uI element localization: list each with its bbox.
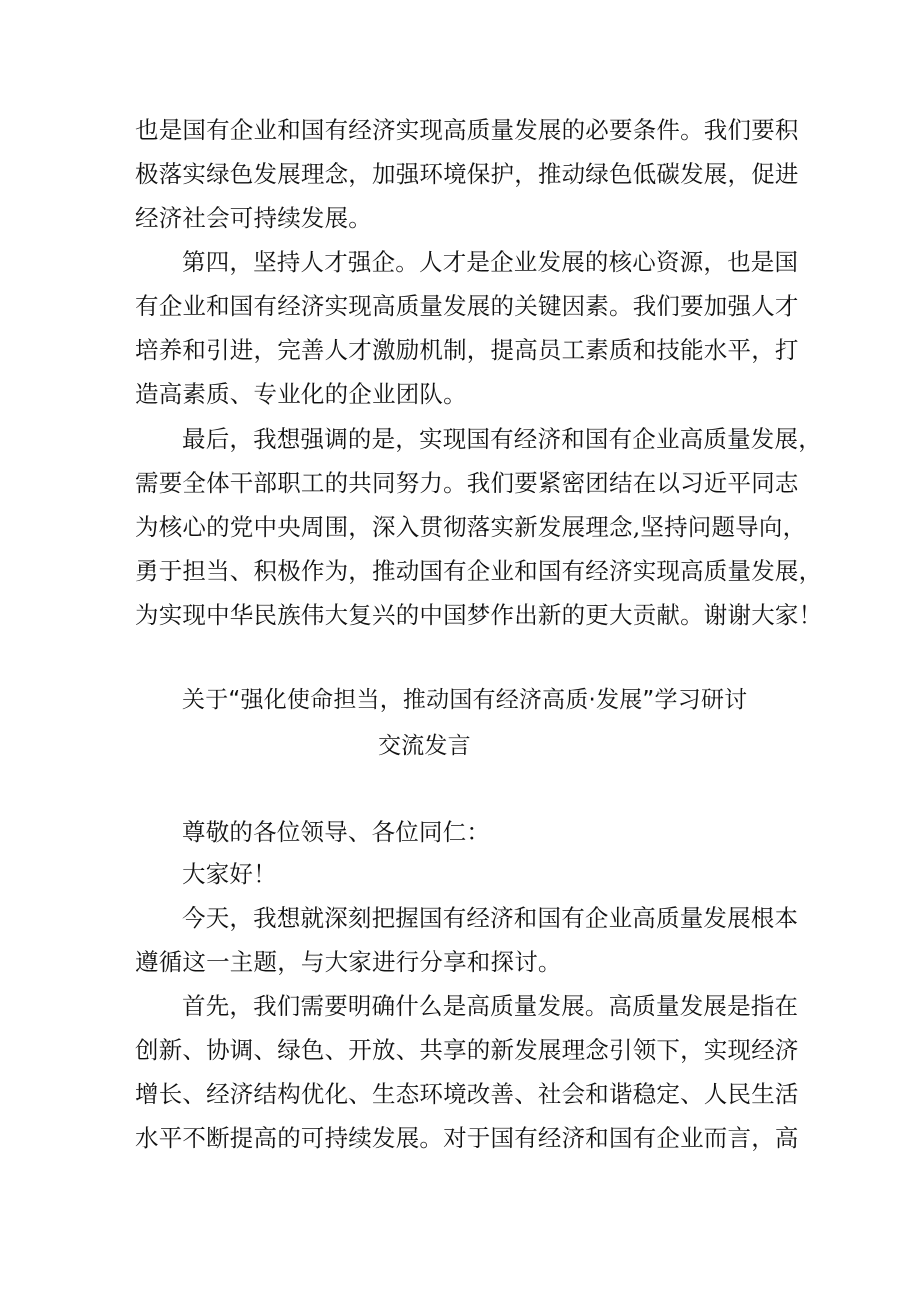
salutation: 尊敬的各位领导、各位同仁： bbox=[182, 818, 491, 846]
body-line: 勇于担当、积极作为，推动国有企业和国有经济实现高质量发展， bbox=[135, 557, 823, 585]
body-line: 造高素质、专业化的企业团队。 bbox=[135, 380, 467, 408]
paragraph-first-line: 最后，我想强调的是，实现国有经济和国有企业高质量发展， bbox=[182, 425, 822, 453]
body-line: 为实现中华民族伟大复兴的中国梦作出新的更大贡献。谢谢大家！ bbox=[135, 601, 823, 629]
article-title-line-1: 关于“强化使命担当，推动国有经济高质·发展”学习研讨 bbox=[182, 687, 748, 713]
body-line: 经济社会可持续发展。 bbox=[135, 204, 372, 232]
body-line: 培养和引进，完善人才激励机制，提高员工素质和技能水平，打 bbox=[135, 336, 799, 364]
paragraph-first-line: 今天，我想就深刻把握国有经济和国有企业高质量发展根本 bbox=[182, 904, 799, 932]
article-title-line-2: 交流发言 bbox=[378, 733, 471, 759]
paragraph-first-line: 首先，我们需要明确什么是高质量发展。高质量发展是指在 bbox=[182, 992, 799, 1020]
body-line: 增长、经济结构优化、生态环境改善、社会和谐稳定、人民生活 bbox=[135, 1080, 799, 1108]
body-line: 遵循这一主题，与大家进行分享和探讨。 bbox=[135, 948, 562, 976]
body-line: 有企业和国有经济实现高质量发展的关键因素。我们要加强人才 bbox=[135, 292, 799, 320]
body-line: 也是国有企业和国有经济实现高质量发展的必要条件。我们要积 bbox=[135, 116, 799, 144]
body-line: 水平不断提高的可持续发展。对于国有经济和国有企业而言，高 bbox=[135, 1124, 799, 1152]
greeting: 大家好！ bbox=[182, 860, 277, 888]
paragraph-first-line: 第四，坚持人才强企。人才是企业发展的核心资源，也是国 bbox=[182, 248, 799, 276]
body-line: 为核心的党中央周围，深入贯彻落实新发展理念,坚持问题导向， bbox=[135, 513, 807, 541]
body-line: 创新、协调、绿色、开放、共享的新发展理念引领下，实现经济 bbox=[135, 1036, 799, 1064]
body-line: 需要全体干部职工的共同努力。我们要紧密团结在以习近平同志 bbox=[135, 469, 799, 497]
body-line: 极落实绿色发展理念，加强环境保护，推动绿色低碳发展，促进 bbox=[135, 160, 799, 188]
